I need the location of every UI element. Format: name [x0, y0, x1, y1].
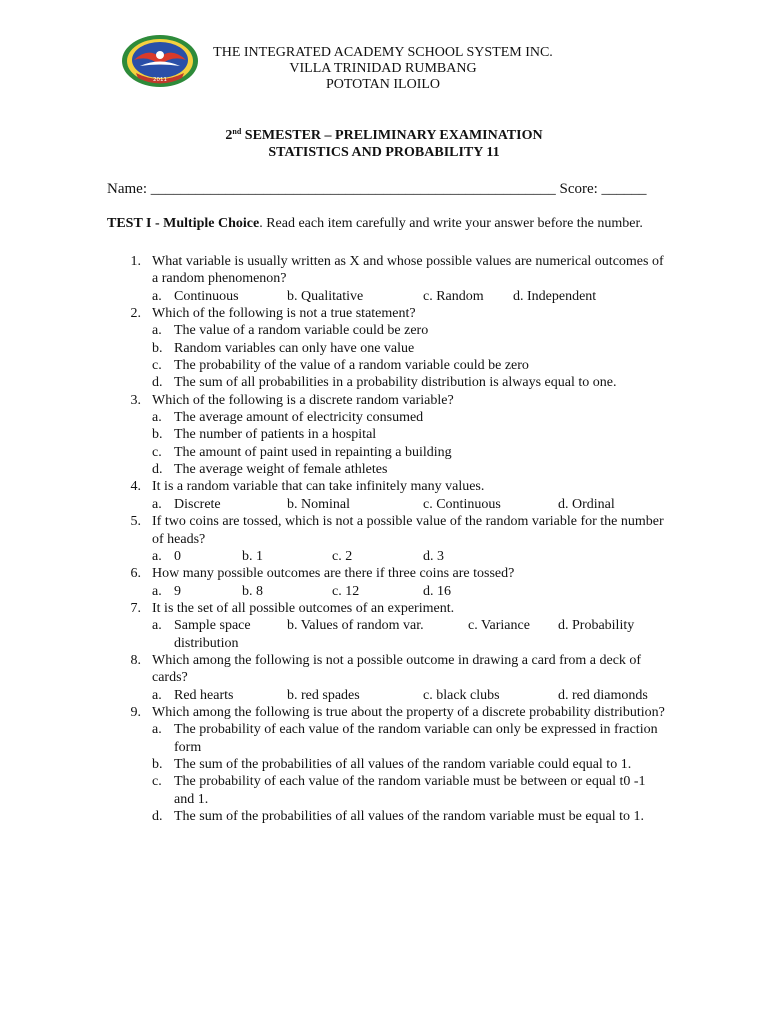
choice-b: The number of patients in a hospital: [174, 427, 377, 443]
choice-a: Continuous: [174, 288, 239, 304]
question-9: [0, 704, 768, 721]
choice-a: Sample space: [174, 618, 251, 634]
choice-c: The probability of the value of a random variable could be zero: [174, 358, 529, 374]
choice-b: b. Values of random var.: [287, 618, 424, 634]
choice-row: d. The sum of all probabilities in a probability distribution is always equal to one.: [152, 375, 617, 391]
choice-row: d. The average weight of female athletes: [152, 462, 388, 478]
choice-d: The sum of all probabilities in a probability distribution is always equal to one.: [174, 375, 617, 391]
choice-b: b. 1: [242, 548, 263, 564]
choice-c: c. Continuous: [423, 496, 501, 512]
question-number: 6.: [130, 566, 141, 582]
choice-c: The amount of paint used in repainting a building: [174, 444, 452, 460]
choice-row: b. The number of patients in a hospital: [152, 427, 377, 443]
choice-row: c. The probability of the value of a random variable could be zero: [152, 358, 529, 374]
choice-a: Discrete: [174, 496, 221, 512]
choice-row: a. 9 b. 8 c. 12 d. 16: [152, 583, 451, 599]
choice-b: Random variables can only have one value: [174, 340, 415, 356]
question-number: 3.: [130, 392, 141, 408]
choice-row: a. The probability of each value of the random variable can only be expressed in fraction: [152, 722, 658, 738]
choice-row: a. Sample space b. Values of random var. c. Variance d. Probability: [152, 618, 635, 634]
test-title: TEST I - Multiple Choice: [107, 216, 260, 231]
choice-row: a. Discrete b. Nominal c. Continuous d. Ordinal: [152, 496, 615, 512]
choice-c: c. 12: [332, 583, 360, 599]
question-number: 5.: [130, 514, 141, 530]
question-2: [0, 305, 768, 322]
choice-a: The average amount of electricity consumed: [174, 410, 424, 426]
school-address-line-1: VILLA TRINIDAD RUMBANG: [289, 61, 477, 76]
question-number: 7.: [130, 600, 141, 616]
choice-d: d. red diamonds: [558, 687, 648, 703]
school-name: THE INTEGRATED ACADEMY SCHOOL SYSTEM INC.: [213, 45, 553, 60]
question-text: What variable is usually written as X and whose possible values are numerical outcomes of: [152, 254, 664, 269]
choice-row: a. The average amount of electricity consumed: [152, 410, 424, 426]
choice-letter: a.: [152, 288, 162, 304]
question-4: [0, 478, 768, 495]
choice-text-continued: form: [174, 739, 202, 755]
question-text: If two coins are tossed, which is not a possible value of the random variable for the number: [152, 514, 664, 530]
question-text: It is the set of all possible outcomes of an experiment.: [152, 600, 455, 616]
choice-c: c. 2: [332, 548, 353, 564]
question-number: 9.: [130, 704, 141, 720]
test-heading: [107, 216, 643, 232]
choice-row: a. Red hearts b. red spades c. black clubs d. red diamonds: [152, 687, 648, 703]
choice-a: Red hearts: [174, 687, 234, 703]
question-text-continued: of heads?: [152, 531, 206, 547]
choice-d: d. Independent: [513, 288, 597, 304]
choice-row: b. Random variables can only have one value: [152, 340, 415, 356]
test-instructions: . Read each item carefully and write your answer before the number.: [259, 216, 643, 231]
question-7: [0, 600, 768, 617]
question-text: Which among the following is not a possible outcome in drawing a card from a deck of: [152, 652, 642, 668]
choice-d: d. Ordinal: [558, 496, 615, 512]
question-number: 1.: [130, 254, 141, 269]
question-number: 8.: [130, 652, 141, 668]
subject-line: STATISTICS AND PROBABILITY 11: [268, 145, 500, 160]
semester-line: 2nd SEMESTER – PRELIMINARY EXAMINATION: [225, 127, 543, 143]
question-text: Which of the following is not a true statement?: [152, 306, 416, 322]
question-6: [0, 565, 768, 582]
question-text-continued: a random phenomenon?: [152, 271, 287, 287]
question-text: How many possible outcomes are there if three coins are tossed?: [152, 566, 515, 582]
question-number: 2.: [130, 306, 141, 322]
score-field: Score: ______: [555, 181, 647, 197]
question-text-continued: cards?: [152, 670, 188, 686]
choice-a: 0: [174, 548, 181, 564]
choice-b: b. red spades: [287, 687, 360, 703]
choice-d: d. Probability: [558, 618, 635, 634]
question-1: [0, 253, 768, 270]
choice-row: b. The sum of the probabilities of all values of the random variable could equal to 1.: [152, 756, 632, 772]
name-field: Name: ______________________________________________________: [107, 181, 556, 197]
question-8: [0, 652, 768, 669]
question-5: [0, 513, 768, 530]
choice-b: The sum of the probabilities of all values of the random variable could equal to 1.: [174, 756, 632, 772]
school-address-line-2: POTOTAN ILOILO: [325, 77, 441, 92]
choice-row: c. The probability of each value of the random variable must be between or equal t0 -1: [152, 774, 646, 790]
choice-d: The average weight of female athletes: [174, 462, 388, 478]
question-number: 4.: [130, 479, 141, 495]
choice-b: b. Nominal: [287, 496, 350, 512]
choice-d: d. 16: [423, 583, 451, 599]
choice-c: c. black clubs: [423, 687, 500, 703]
choice-a: The probability of each value of the random variable can only be expressed in fraction: [174, 722, 658, 738]
choice-text-continued: and 1.: [174, 791, 209, 807]
choice-row: a. The value of a random variable could be zero: [152, 323, 429, 339]
choice-row: a. 0 b. 1 c. 2 d. 3: [152, 548, 444, 564]
question-text: It is a random variable that can take infinitely many values.: [152, 479, 485, 495]
choice-c: The probability of each value of the random variable must be between or equal t0 -1: [174, 774, 646, 790]
question-text: Which among the following is true about the property of a discrete probability distribution?: [152, 704, 665, 720]
choice-c: c. Random: [423, 288, 484, 304]
choice-a: 9: [174, 583, 181, 599]
choice-b: b. Qualitative: [287, 288, 364, 304]
question-list: [0, 253, 768, 825]
exam-title: [0, 127, 768, 161]
choice-row: [0, 288, 768, 305]
choice-text-continued: distribution: [174, 635, 239, 651]
school-header: [196, 45, 570, 93]
choice-d: d. 3: [423, 548, 444, 564]
choice-b: b. 8: [242, 583, 263, 599]
name-score-line: [107, 181, 647, 198]
choice-d: The sum of the probabilities of all values of the random variable must be equal to 1.: [174, 809, 645, 824]
question-3: [0, 392, 768, 409]
question-text: Which of the following is a discrete random variable?: [152, 392, 454, 408]
school-seal-logo: [120, 33, 200, 89]
seal-year: 2011: [153, 77, 167, 83]
choice-row: c. The amount of paint used in repainting a building: [152, 444, 452, 460]
choice-row: d. The sum of the probabilities of all values of the random variable must be equal to 1.: [152, 809, 645, 824]
choice-a: The value of a random variable could be zero: [174, 323, 429, 339]
choice-c: c. Variance: [468, 618, 530, 634]
